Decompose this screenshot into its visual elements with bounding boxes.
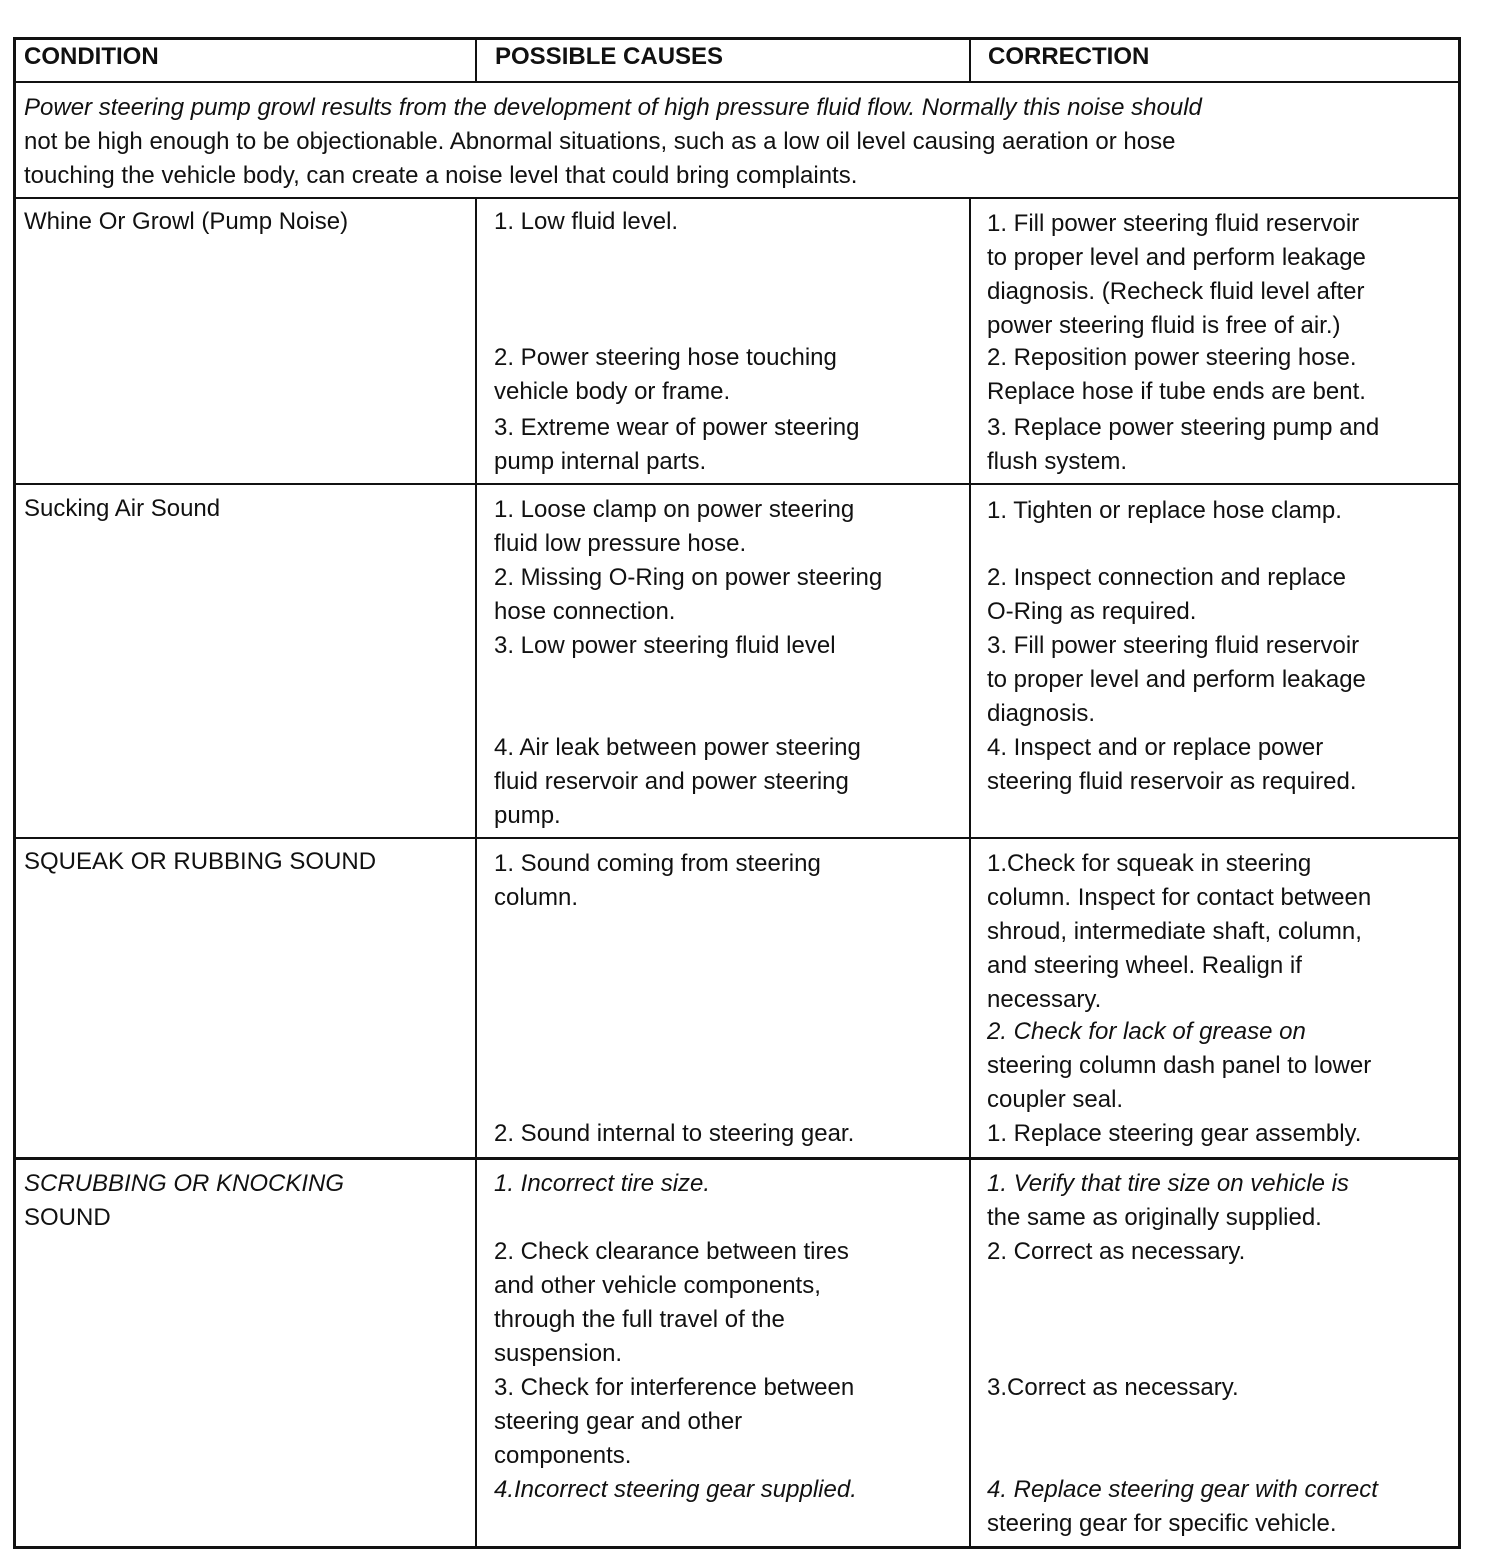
correction-item bbox=[987, 1235, 1245, 1269]
intro-note bbox=[24, 91, 1202, 193]
table-border-top bbox=[14, 37, 1461, 40]
text-line: Power steering pump growl results from the development of high pressure fluid flow. Normally this noise should bbox=[24, 94, 1202, 121]
row-divider bbox=[14, 81, 1461, 83]
table-border-right bbox=[1458, 37, 1461, 1549]
condition-cell bbox=[24, 205, 348, 239]
cause-item bbox=[494, 1473, 857, 1507]
text-line: 2. Sound internal to steering gear. bbox=[494, 1120, 855, 1147]
text-line: pump. bbox=[494, 802, 561, 829]
condition-cell bbox=[24, 845, 376, 879]
text-line: 2. Inspect connection and replace bbox=[987, 564, 1346, 591]
header-correction: CORRECTION bbox=[988, 43, 1150, 70]
text-line: 3. Extreme wear of power steering bbox=[494, 414, 860, 441]
text-line: SOUND bbox=[24, 1204, 111, 1231]
text-line: 1. Sound coming from steering bbox=[494, 850, 821, 877]
correction-item bbox=[987, 1473, 1378, 1541]
cause-item bbox=[494, 411, 860, 479]
text-line: and steering wheel. Realign if bbox=[987, 952, 1302, 979]
correction-item bbox=[987, 1167, 1349, 1235]
text-line: power steering fluid is free of air.) bbox=[987, 312, 1341, 339]
correction-item bbox=[987, 1117, 1361, 1151]
text-line: 1. Fill power steering fluid reservoir bbox=[987, 210, 1360, 237]
text-line: Replace hose if tube ends are bent. bbox=[987, 378, 1366, 405]
text-line: 3.Correct as necessary. bbox=[987, 1374, 1239, 1401]
text-line: pump internal parts. bbox=[494, 448, 707, 475]
row-divider bbox=[14, 1157, 1461, 1160]
correction-item bbox=[987, 1015, 1371, 1117]
cause-item bbox=[494, 205, 678, 239]
text-line: fluid low pressure hose. bbox=[494, 530, 747, 557]
text-line: vehicle body or frame. bbox=[494, 378, 731, 405]
text-line: SQUEAK OR RUBBING SOUND bbox=[24, 848, 377, 875]
correction-item bbox=[987, 207, 1366, 343]
text-line: hose connection. bbox=[494, 598, 676, 625]
text-line: 3. Replace power steering pump and bbox=[987, 414, 1380, 441]
column-divider bbox=[475, 37, 477, 82]
text-line: necessary. bbox=[987, 986, 1102, 1013]
text-line: 2. Power steering hose touching bbox=[494, 344, 837, 371]
text-line: flush system. bbox=[987, 448, 1128, 475]
text-line: steering column dash panel to lower bbox=[987, 1052, 1372, 1079]
text-line: steering gear for specific vehicle. bbox=[987, 1510, 1337, 1537]
correction-item bbox=[987, 1371, 1239, 1405]
text-line: fluid reservoir and power steering bbox=[494, 768, 849, 795]
text-line: Whine Or Growl (Pump Noise) bbox=[24, 208, 349, 235]
cause-item bbox=[494, 731, 861, 833]
correction-item bbox=[987, 847, 1371, 1017]
text-line: 2. Check for lack of grease on bbox=[987, 1018, 1306, 1045]
text-line: 1. Low fluid level. bbox=[494, 208, 679, 235]
column-divider bbox=[475, 197, 477, 1548]
cause-item bbox=[494, 1117, 854, 1151]
text-line: shroud, intermediate shaft, column, bbox=[987, 918, 1362, 945]
text-line: 3. Low power steering fluid level bbox=[494, 632, 836, 659]
correction-item bbox=[987, 731, 1357, 799]
cause-item bbox=[494, 561, 882, 629]
text-line: diagnosis. bbox=[987, 700, 1096, 727]
text-line: 2. Correct as necessary. bbox=[987, 1238, 1246, 1265]
text-line: O-Ring as required. bbox=[987, 598, 1197, 625]
text-line: not be high enough to be objectionable. Abnormal situations, such as a low oil level causing aeration or hose bbox=[24, 128, 1176, 155]
text-line: 1. Incorrect tire size. bbox=[494, 1170, 711, 1197]
text-line: 4. Air leak between power steering bbox=[494, 734, 861, 761]
text-line: 1. Verify that tire size on vehicle is bbox=[987, 1170, 1349, 1197]
text-line: 4. Replace steering gear with correct bbox=[987, 1476, 1378, 1503]
row-divider bbox=[14, 197, 1461, 199]
text-line: and other vehicle components, bbox=[494, 1272, 821, 1299]
text-line: to proper level and perform leakage bbox=[987, 666, 1366, 693]
text-line: 4.Incorrect steering gear supplied. bbox=[494, 1476, 857, 1503]
condition-cell bbox=[24, 1167, 344, 1235]
text-line: 1. Replace steering gear assembly. bbox=[987, 1120, 1362, 1147]
text-line: column. Inspect for contact between bbox=[987, 884, 1372, 911]
text-line: steering gear and other bbox=[494, 1408, 743, 1435]
text-line: diagnosis. (Recheck fluid level after bbox=[987, 278, 1365, 305]
text-line: column. bbox=[494, 884, 579, 911]
text-line: the same as originally supplied. bbox=[987, 1204, 1322, 1231]
table-border-bottom bbox=[14, 1546, 1461, 1549]
text-line: 1. Tighten or replace hose clamp. bbox=[987, 497, 1342, 524]
cause-item bbox=[494, 493, 854, 561]
correction-item bbox=[987, 629, 1366, 731]
condition-cell bbox=[24, 492, 220, 526]
text-line: 2. Reposition power steering hose. bbox=[987, 344, 1357, 371]
correction-item bbox=[987, 561, 1346, 629]
cause-item bbox=[494, 847, 821, 915]
row-divider bbox=[14, 837, 1461, 839]
cause-item bbox=[494, 629, 836, 663]
text-line: touching the vehicle body, can create a noise level that could bring complaints. bbox=[24, 162, 858, 189]
column-divider bbox=[969, 197, 971, 1548]
text-line: 4. Inspect and or replace power bbox=[987, 734, 1324, 761]
text-line: 2. Missing O-Ring on power steering bbox=[494, 564, 883, 591]
cause-item bbox=[494, 341, 837, 409]
text-line: Sucking Air Sound bbox=[24, 495, 221, 522]
row-divider bbox=[14, 483, 1461, 485]
text-line: 3. Fill power steering fluid reservoir bbox=[987, 632, 1360, 659]
cause-item bbox=[494, 1235, 849, 1371]
text-line: 1.Check for squeak in steering bbox=[987, 850, 1312, 877]
text-line: through the full travel of the bbox=[494, 1306, 785, 1333]
table-border-left bbox=[13, 37, 16, 1549]
column-divider bbox=[969, 37, 971, 82]
text-line: steering fluid reservoir as required. bbox=[987, 768, 1357, 795]
header-condition: CONDITION bbox=[24, 43, 159, 70]
text-line: 3. Check for interference between bbox=[494, 1374, 855, 1401]
correction-item bbox=[987, 411, 1379, 479]
text-line: 1. Loose clamp on power steering bbox=[494, 496, 855, 523]
correction-item bbox=[987, 494, 1342, 528]
text-line: suspension. bbox=[494, 1340, 623, 1367]
header-possible-causes: POSSIBLE CAUSES bbox=[495, 43, 724, 70]
correction-item bbox=[987, 341, 1366, 409]
text-line: 2. Check clearance between tires bbox=[494, 1238, 849, 1265]
text-line: coupler seal. bbox=[987, 1086, 1124, 1113]
text-line: to proper level and perform leakage bbox=[987, 244, 1366, 271]
text-line: SCRUBBING OR KNOCKING bbox=[24, 1170, 345, 1197]
cause-item bbox=[494, 1371, 854, 1473]
text-line: components. bbox=[494, 1442, 632, 1469]
cause-item bbox=[494, 1167, 710, 1201]
